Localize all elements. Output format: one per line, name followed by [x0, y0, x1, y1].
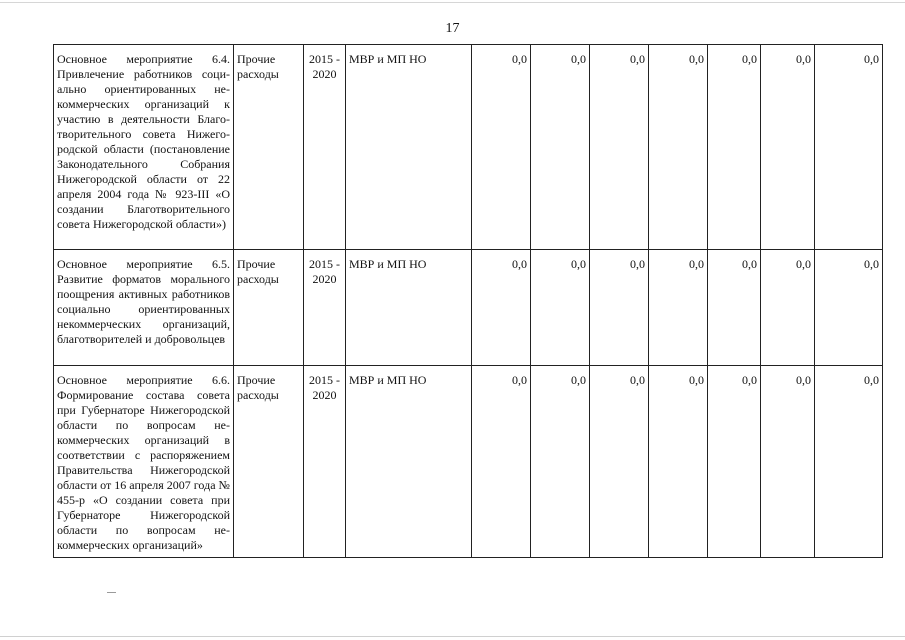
- scan-top-edge: [0, 2, 905, 3]
- funding-value: 0,0: [708, 45, 761, 250]
- funding-value: 0,0: [761, 45, 815, 250]
- executor: МВР и МП НО: [346, 366, 472, 558]
- page-number: 17: [445, 21, 460, 36]
- funding-value: 0,0: [761, 366, 815, 558]
- funding-value: 0,0: [472, 250, 531, 366]
- funding-value: 0,0: [649, 45, 708, 250]
- funding-value: 0,0: [708, 366, 761, 558]
- activity-description: Основное мероприятие 6.5. Развитие форматов морального поощрения активных работников социально ориентированных некоммерческих организаций, благотворителей и добровольцев: [54, 250, 234, 366]
- scan-speck: [107, 592, 116, 593]
- implementation-period: 2015 - 2020: [304, 366, 346, 558]
- table-row: [54, 366, 883, 558]
- executor: МВР и МП НО: [346, 45, 472, 250]
- funding-value: 0,0: [590, 45, 649, 250]
- implementation-period: 2015 - 2020: [304, 45, 346, 250]
- funding-value: 0,0: [531, 45, 590, 250]
- funding-source: Прочие расходы: [234, 45, 304, 250]
- funding-value: 0,0: [531, 366, 590, 558]
- scan-bottom-edge: [0, 636, 905, 637]
- funding-value: 0,0: [590, 250, 649, 366]
- funding-value: 0,0: [708, 250, 761, 366]
- budget-table: [53, 44, 883, 558]
- funding-value: 0,0: [815, 45, 883, 250]
- funding-source: Прочие расходы: [234, 366, 304, 558]
- funding-value: 0,0: [590, 366, 649, 558]
- funding-value: 0,0: [761, 250, 815, 366]
- table-row: [54, 45, 883, 250]
- activity-description: Основное мероприятие 6.6. Формирование состава совета при Губернаторе Нижегородской области по вопросам некоммерческих организаций в соответствии с распоряжением Правительства Нижегородской области от 16 апреля 2007 года № 455-р «О создании совета при Губернаторе Нижегородской области по вопросам некоммерческих организаций»: [54, 366, 234, 558]
- funding-value: 0,0: [815, 250, 883, 366]
- funding-value: 0,0: [815, 366, 883, 558]
- implementation-period: 2015 - 2020: [304, 250, 346, 366]
- funding-value: 0,0: [649, 366, 708, 558]
- funding-value: 0,0: [649, 250, 708, 366]
- funding-value: 0,0: [472, 366, 531, 558]
- funding-value: 0,0: [531, 250, 590, 366]
- funding-source: Прочие расходы: [234, 250, 304, 366]
- activity-description: Основное мероприятие 6.4. Привлечение работников социально ориентированных некоммерческих организаций к участию в деятельности Благотворительного совета Нижегородской области (постановление Законодательного Собрания Нижегородской области от 22 апреля 2004 года № 923-III «О создании Благотворительного совета Нижегородской области»): [54, 45, 234, 250]
- funding-value: 0,0: [472, 45, 531, 250]
- table-row: [54, 250, 883, 366]
- executor: МВР и МП НО: [346, 250, 472, 366]
